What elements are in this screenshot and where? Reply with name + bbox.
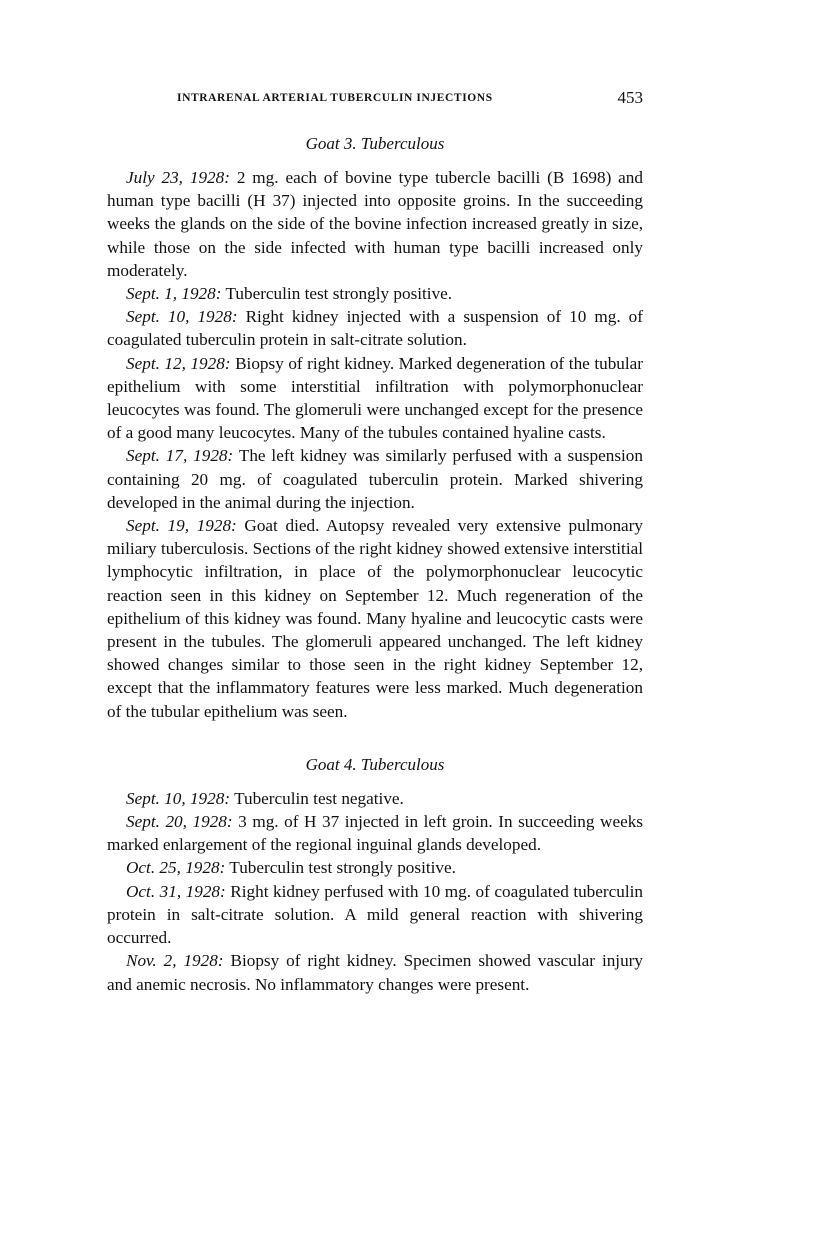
entry-date: Sept. 10, 1928: — [126, 788, 231, 808]
entry-date: Nov. 2, 1928: — [126, 951, 224, 971]
entry-date: Sept. 20, 1928: — [126, 812, 233, 832]
section-goat-3 — [107, 134, 643, 723]
entry-date: Sept. 10, 1928: — [126, 307, 238, 327]
entry-sept-17 — [107, 444, 643, 514]
section-title-goat-3: Goat 3. Tuberculous — [305, 134, 445, 153]
entry-text: Biopsy of right kidney. Specimen showed vascular injury and anemic necrosis. No inflammatory changes were present. — [107, 951, 643, 994]
entry-date: July 23, 1928: — [126, 168, 230, 187]
entry-oct-31 — [107, 880, 643, 950]
entry-sept-19 — [107, 514, 643, 723]
entry-oct-25 — [107, 856, 643, 879]
entry-text: 3 mg. of H 37 injected in left groin. In succeeding weeks marked enlargement of the regional inguinal glands developed. — [107, 812, 643, 855]
entry-date: Oct. 25, 1928: — [126, 858, 226, 878]
entry-text: 2 mg. each of bovine type tubercle bacilli (B 1698) and human type bacilli (H 37) injected into opposite groins. In the succeeding weeks the glands on the side of the bovine infection increased greatly in size, while those on the side infected with human type bacilli increased only moderately. — [107, 168, 643, 280]
entry-sept-10 — [107, 305, 643, 351]
entry-text: Tuberculin test strongly positive. — [229, 858, 456, 878]
entry-sept-1 — [107, 282, 643, 305]
entry-text: Right kidney perfused with 10 mg. of coagulated tuberculin protein in salt-citrate solution. A mild general reaction with shivering occurred. — [107, 881, 643, 948]
entry-sept-20 — [107, 810, 643, 856]
entry-july-23 — [107, 166, 643, 282]
entry-sept-10 — [107, 787, 643, 810]
entry-text: The left kidney was similarly perfused with a suspension containing 20 mg. of coagulated tuberculin protein. Marked shivering developed in the animal during the injection. — [107, 446, 643, 512]
entry-nov-2 — [107, 949, 643, 995]
entry-date: Sept. 1, 1928: — [126, 284, 222, 304]
section-title-goat-4: Goat 4. Tuberculous — [305, 754, 445, 774]
entry-date: Sept. 17, 1928: — [126, 446, 234, 466]
running-head — [107, 88, 643, 116]
entry-date: Sept. 19, 1928: — [126, 516, 237, 536]
entry-date: Sept. 12, 1928: — [126, 353, 231, 373]
entry-text: Tuberculin test strongly positive. — [225, 284, 453, 304]
entry-date: Oct. 31, 1928: — [126, 881, 226, 901]
entry-text: Right kidney injected with a suspension of 10 mg. of coagulated tuberculin protein in salt-citrate solution. — [107, 307, 643, 350]
running-title: INTRARENAL ARTERIAL TUBERCULIN INJECTIONS — [177, 92, 493, 104]
entry-text: Biopsy of right kidney. Marked degeneration of the tubular epithelium with some interstitial infiltration with polymorphonuclear leucocytes was found. The glomeruli were unchanged except for the presence of a good many leucocytes. Many of the tubules contained hyaline casts. — [107, 353, 644, 443]
entry-text: Goat died. Autopsy revealed very extensive pulmonary miliary tuberculosis. Sections of the right kidney showed extensive interstitial lymphocytic infiltration, in place of the polymorphonuclear leucocytic reaction seen in this kidney on September 12. Much regeneration of the epithelium of this kidney was found. Many hyaline and leucocytic casts were present in the tubules. The glomeruli appeared unchanged. The left kidney showed changes similar to those seen in the right kidney September 12, except that the inflammatory features were less marked. Much degeneration of the tubular epithelium was seen. — [107, 516, 643, 721]
page-number: 453 — [617, 88, 643, 107]
section-goat-4 — [107, 755, 643, 996]
book-page — [107, 88, 643, 996]
entry-sept-12 — [107, 352, 643, 445]
entry-text: Tuberculin test negative. — [234, 788, 404, 808]
